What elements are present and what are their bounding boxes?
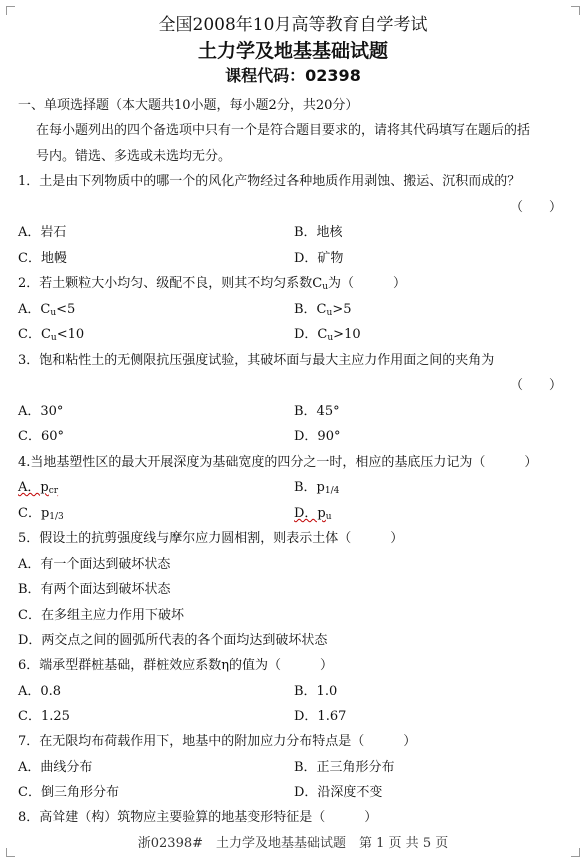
question-6-option-a: A．0.8 (18, 684, 62, 699)
question-3-text: 3．饱和粘性土的无侧限抗压强度试验，其破坏面与最大主应力作用面之间的夹角为 (18, 353, 495, 368)
question-4-option-d: D．$p_u$ (294, 506, 332, 522)
question-5-option-d: D．两交点之间的圆弧所代表的各个面均达到破坏状态 (18, 633, 328, 648)
page-footer: 浙02398# 土力学及地基基础试题 第 1 页 共 5 页 (137, 836, 449, 851)
question-1-option-d: D．矿物 (294, 251, 344, 266)
subject-title: 土力学及地基基础试题 (197, 40, 388, 62)
question-4-text: 4.当地基塑性区的最大开展深度为基础宽度的四分之一时，相应的基底压力记为（ ） (18, 455, 538, 470)
question-4-option-c: C．$p_{1/3}$ (18, 506, 64, 522)
question-3-option-b: B．45° (294, 404, 340, 419)
question-1-option-a: A．岩石 (18, 225, 67, 240)
question-7-option-b: B．正三角形分布 (294, 760, 395, 775)
section-heading: 一、单项选择题（本大题共10小题，每小题2分，共20分） (18, 98, 359, 113)
question-1-option-b: B．地核 (294, 225, 343, 240)
question-7-text: 7．在无限均布荷载作用下，地基中的附加应力分布特点是（ ） (18, 734, 417, 749)
question-3-option-c: C．60° (18, 429, 64, 444)
question-4-option-a: A．$p_{cr}$ (18, 480, 59, 496)
question-5-option-b: B．有两个面达到破坏状态 (18, 582, 171, 597)
question-7-option-c: C．倒三角形分布 (18, 785, 119, 800)
question-2-option-c: C．$C_u<10$ (18, 327, 85, 343)
question-1-answer-paren[interactable]: （ ） (509, 200, 562, 215)
question-8-text: 8．高耸建（构）筑物应主要验算的地基变形特征是（ ） (18, 810, 378, 825)
question-7-option-d: D．沿深度不变 (294, 785, 383, 800)
question-3-option-a: A．30° (18, 404, 64, 419)
question-4-option-b: B．$p_{1/4}$ (294, 480, 340, 496)
section-instruction-line-1: 在每小题列出的四个备选项中只有一个是符合题目要求的，请将其代码填写在题后的括 (36, 123, 531, 138)
question-2-option-d: D．$C_u>10$ (294, 327, 361, 343)
question-6-option-d: D．1.67 (294, 709, 347, 724)
question-6-text: 6．端承型群桩基础，群桩效应系数η的值为（ ） (18, 658, 334, 673)
exam-line: 全国2008年10月高等教育自学考试 (158, 15, 428, 35)
question-3-option-d: D．90° (294, 429, 341, 444)
question-5-option-a: A．有一个面达到破坏状态 (18, 557, 171, 572)
question-5-text: 5．假设土的抗剪强度线与摩尔应力圆相割，则表示土体（ ） (18, 531, 404, 546)
question-7-option-a: A．曲线分布 (18, 760, 93, 775)
question-2-text: 2．若土颗粒大小均匀、级配不良，则其不均匀系数$C_u$为（ ） (18, 276, 407, 292)
question-1-option-c: C．地幔 (18, 251, 67, 266)
question-6-option-b: B．1.0 (294, 684, 338, 699)
question-2-option-b: B．$C_u>5$ (294, 302, 352, 318)
question-6-option-c: C．1.25 (18, 709, 70, 724)
question-3-answer-paren[interactable]: （ ） (509, 378, 562, 393)
question-1-text: 1．土是由下列物质中的哪一个的风化产物经过各种地质作用剥蚀、搬运、沉积而成的？ (18, 174, 521, 189)
question-5-option-c: C．在多组主应力作用下破坏 (18, 608, 184, 623)
course-code: 课程代码：02398 (225, 66, 361, 85)
section-instruction-line-2: 号内。错选、多选或未选均无分。 (36, 149, 232, 164)
question-2-option-a: A．$C_u<5$ (18, 302, 76, 318)
